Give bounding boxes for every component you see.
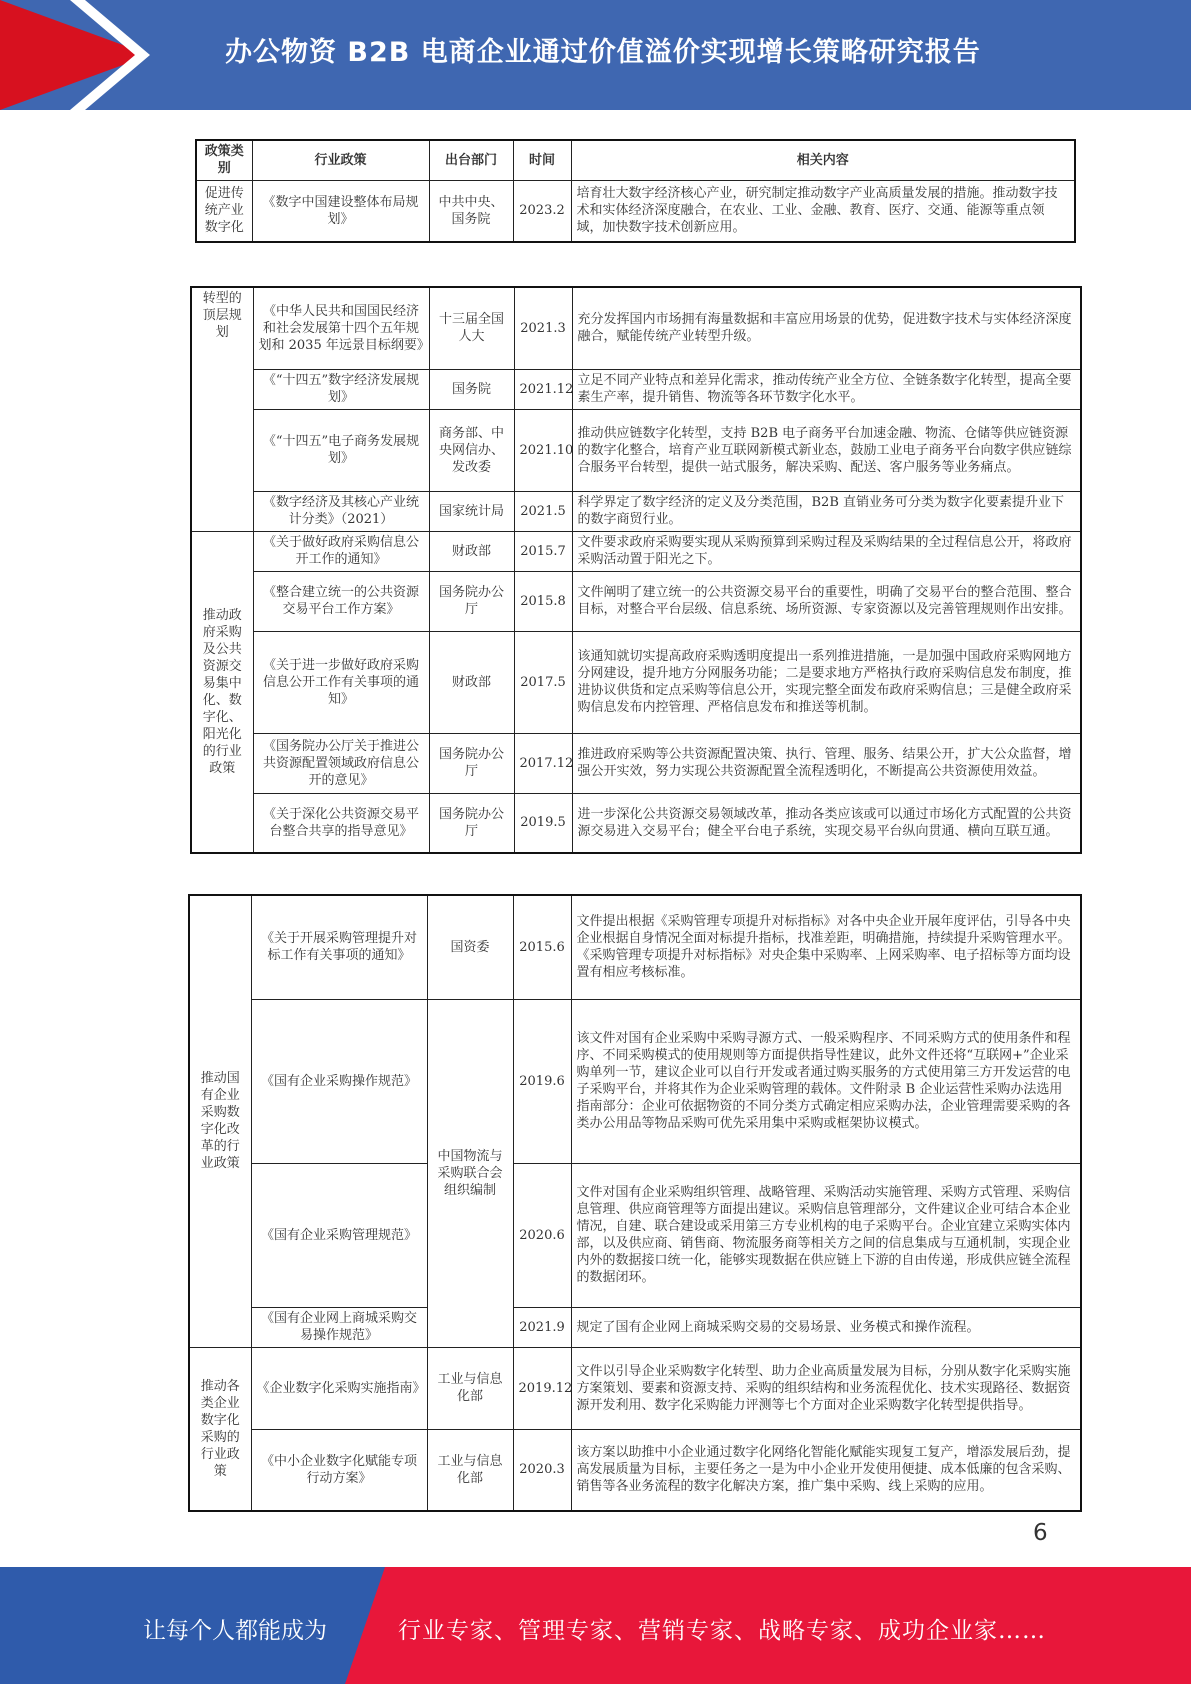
cell-time: 2021.9	[513, 1307, 571, 1347]
cell-policy: 《中小企业数字化赋能专项行动方案》	[251, 1429, 427, 1511]
policy-table-3	[188, 894, 1082, 1512]
cell-category: 促进传统产业数字化	[196, 180, 252, 242]
cell-category: 推动国有企业采购数字化改革的行业政策	[189, 895, 251, 1347]
cell-content: 规定了国有企业网上商城采购交易的交易场景、业务模式和操作流程。	[571, 1307, 1081, 1347]
cell-dept: 国务院办公厅	[429, 793, 514, 853]
cell-time: 2021.3	[514, 287, 572, 369]
cell-policy: 《数字经济及其核心产业统计分类》（2021）	[253, 491, 429, 531]
cell-dept: 商务部、中央网信办、发改委	[429, 409, 514, 491]
cell-dept: 中国物流与采购联合会组织编制	[427, 999, 513, 1347]
cell-content: 该方案以助推中小企业通过数字化网络化智能化赋能实现复工复产，增添发展后劲，提高发展质量为目标，主要任务之一是为中小企业开发使用便捷、成本低廉的包含采购、销售等各业务流程的数字化解决方案，推广集中采购、线上采购的应用。	[571, 1429, 1081, 1511]
cell-policy: 《“十四五”数字经济发展规划》	[253, 369, 429, 409]
cell-dept: 国务院	[429, 369, 514, 409]
cell-content: 科学界定了数字经济的定义及分类范围，B2B 直销业务可分类为数字化要素提升业下的数字商贸行业。	[572, 491, 1081, 531]
table-row	[189, 1429, 1081, 1511]
cell-time: 2015.8	[514, 571, 572, 631]
cell-content: 推进政府采购等公共资源配置决策、执行、管理、服务、结果公开，扩大公众监督，增强公开实效，努力实现公共资源配置全流程透明化，不断提高公共资源使用效益。	[572, 733, 1081, 793]
cell-content: 该文件对国有企业采购中采购寻源方式、一般采购程序、不同采购方式的使用条件和程序、不同采购模式的使用规则等方面提供指导性建议，此外文件还将“互联网+”企业采购单列一节，建议企业可以自行开发或者通过购买服务的方式使用第三方开发运营的电子采购平台，并将其作为企业采购管理的载体。文件附录 B 企业运营性采购办法选用指南部分：企业可依据物资的不同分类方式确定相应采购办法，企业管理需要采购的各类办公用品等物品采购可优先采用集中采购或框架协议模式。	[571, 999, 1081, 1163]
cell-dept: 国务院办公厅	[429, 571, 514, 631]
cell-content: 文件阐明了建立统一的公共资源交易平台的重要性，明确了交易平台的整合范围、整合目标，对整合平台层级、信息系统、场所资源、专家资源以及完善管理规则作出安排。	[572, 571, 1081, 631]
cell-policy: 《国有企业采购操作规范》	[251, 999, 427, 1163]
cell-time: 2021.12	[514, 369, 572, 409]
cell-time: 2015.6	[513, 895, 571, 999]
report-title: 办公物资 B2B 电商企业通过价值溢价实现增长策略研究报告	[225, 37, 981, 68]
cell-time: 2019.6	[513, 999, 571, 1163]
table-row	[191, 733, 1081, 793]
cell-policy: 《关于进一步做好政府采购信息公开工作有关事项的通知》	[253, 631, 429, 733]
page-header	[0, 0, 1191, 110]
cell-policy: 《国有企业采购管理规范》	[251, 1163, 427, 1307]
cell-policy: 《国有企业网上商城采购交易操作规范》	[251, 1307, 427, 1347]
table-row	[189, 999, 1081, 1163]
cell-content: 文件要求政府采购要实现从采购预算到采购过程及采购结果的全过程信息公开，将政府采购活动置于阳光之下。	[572, 531, 1081, 571]
header-chevron-icon	[0, 0, 150, 110]
cell-policy: 《关于深化公共资源交易平台整合共享的指导意见》	[253, 793, 429, 853]
cell-dept: 财政部	[429, 631, 514, 733]
cell-policy: 《企业数字化采购实施指南》	[251, 1347, 427, 1429]
table-row	[189, 1163, 1081, 1307]
cell-dept: 国家统计局	[429, 491, 514, 531]
cell-time: 2015.7	[514, 531, 572, 571]
table-row	[189, 1307, 1081, 1347]
cell-category: 转型的顶层规划	[191, 287, 253, 531]
cell-dept: 财政部	[429, 531, 514, 571]
header-time: 时间	[513, 140, 571, 180]
table-row	[191, 793, 1081, 853]
table-row	[191, 369, 1081, 409]
cell-policy: 《数字中国建设整体布局规划》	[252, 180, 429, 242]
cell-dept: 国资委	[427, 895, 513, 999]
page-number: 6	[1033, 1520, 1048, 1546]
table-row	[191, 491, 1081, 531]
table-row	[189, 895, 1081, 999]
table-header-row	[196, 140, 1075, 180]
table-row	[191, 571, 1081, 631]
cell-content: 培育壮大数字经济核心产业，研究制定推动数字产业高质量发展的措施。推动数字技术和实体经济深度融合，在农业、工业、金融、教育、医疗、交通、能源等重点领域，加快数字技术创新应用。	[571, 180, 1075, 242]
cell-content: 进一步深化公共资源交易领域改革，推动各类应该或可以通过市场化方式配置的公共资源交易进入交易平台；健全平台电子系统，实现交易平台纵向贯通、横向互联互通。	[572, 793, 1081, 853]
cell-policy: 《关于做好政府采购信息公开工作的通知》	[253, 531, 429, 571]
table-row	[189, 1347, 1081, 1429]
cell-time: 2021.10	[514, 409, 572, 491]
cell-content: 该通知就切实提高政府采购透明度提出一系列推进措施，一是加强中国政府采购网地方分网建设，提升地方分网服务功能；二是要求地方严格执行政府采购信息发布制度，推进协议供货和定点采购等信息公开，实现完整全面发布政府采购信息；三是健全政府采购信息发布内控管理、严格信息发布和推送等机制。	[572, 631, 1081, 733]
cell-time: 2017.12	[514, 733, 572, 793]
cell-content: 推动供应链数字化转型，支持 B2B 电子商务平台加速金融、物流、仓储等供应链资源的数字化整合，培育产业互联网新模式新业态，鼓励工业电子商务平台向数字供应链综合服务平台转型，提供一站式服务，解决采购、配送、客户服务等业务痛点。	[572, 409, 1081, 491]
cell-policy: 《中华人民共和国国民经济和社会发展第十四个五年规划和 2035 年远景目标纲要》	[253, 287, 429, 369]
cell-dept: 十三届全国人大	[429, 287, 514, 369]
header-content: 相关内容	[571, 140, 1075, 180]
header-dept: 出台部门	[429, 140, 513, 180]
cell-time: 2020.3	[513, 1429, 571, 1511]
cell-dept: 中共中央、国务院	[429, 180, 513, 242]
footer-slogan-left: 让每个人都能成为	[143, 1618, 327, 1644]
policy-table-1	[195, 139, 1076, 243]
cell-time: 2020.6	[513, 1163, 571, 1307]
page-footer	[0, 1567, 1191, 1684]
footer-slogan-right: 行业专家、管理专家、营销专家、战略专家、成功企业家……	[398, 1618, 1046, 1644]
footer-blue-wedge	[345, 1567, 385, 1684]
policy-table-2	[190, 286, 1082, 854]
cell-dept: 国务院办公厅	[429, 733, 514, 793]
cell-content: 文件以引导企业采购数字化转型、助力企业高质量发展为目标，分别从数字化采购实施方案策划、要素和资源支持、采购的组织结构和业务流程优化、技术实现路径、数据资源开发利用、数字化采购能力评测等七个方面对企业采购数字化转型提供指导。	[571, 1347, 1081, 1429]
cell-policy: 《国务院办公厅关于推进公共资源配置领域政府信息公开的意见》	[253, 733, 429, 793]
cell-content: 立足不同产业特点和差异化需求，推动传统产业全方位、全链条数字化转型，提高全要素生产率，提升销售、物流等各环节数字化水平。	[572, 369, 1081, 409]
cell-content: 文件对国有企业采购组织管理、战略管理、采购活动实施管理、采购方式管理、采购信息管理、供应商管理等方面提出建议。采购信息管理部分，文件建议企业可结合本企业情况，自建、联合建设或采用第三方专业机构的电子采购平台。企业宜建立采购实体内部，以及供应商、销售商、物流服务商等相关方之间的信息集成与互通机制，实现企业内外的数据接口统一化，能够实现数据在供应链上下游的自由传递，形成供应链全流程的数据闭环。	[571, 1163, 1081, 1307]
header-category: 政策类别	[196, 140, 252, 180]
cell-category: 推动政府采购及公共资源交易集中化、数字化、阳光化的行业政策	[191, 531, 253, 853]
table-row	[191, 531, 1081, 571]
header-policy: 行业政策	[252, 140, 429, 180]
cell-content: 充分发挥国内市场拥有海量数据和丰富应用场景的优势，促进数字技术与实体经济深度融合，赋能传统产业转型升级。	[572, 287, 1081, 369]
cell-time: 2021.5	[514, 491, 572, 531]
cell-category: 推动各类企业数字化采购的行业政策	[189, 1347, 251, 1511]
cell-dept: 工业与信息化部	[427, 1429, 513, 1511]
cell-time: 2019.12	[513, 1347, 571, 1429]
cell-time: 2019.5	[514, 793, 572, 853]
table-row	[191, 409, 1081, 491]
cell-content: 文件提出根据《采购管理专项提升对标指标》对各中央企业开展年度评估，引导各中央企业根据自身情况全面对标提升指标，找准差距，明确措施，持续提升采购管理水平。《采购管理专项提升对标指标》对央企集中采购率、上网采购率、电子招标等方面均设置有相应考核标准。	[571, 895, 1081, 999]
cell-time: 2017.5	[514, 631, 572, 733]
cell-time: 2023.2	[513, 180, 571, 242]
cell-policy: 《关于开展采购管理提升对标工作有关事项的通知》	[251, 895, 427, 999]
table-row	[196, 180, 1075, 242]
table-row	[191, 631, 1081, 733]
table-row	[191, 287, 1081, 369]
cell-policy: 《整合建立统一的公共资源交易平台工作方案》	[253, 571, 429, 631]
cell-dept: 工业与信息化部	[427, 1347, 513, 1429]
cell-policy: 《“十四五”电子商务发展规划》	[253, 409, 429, 491]
